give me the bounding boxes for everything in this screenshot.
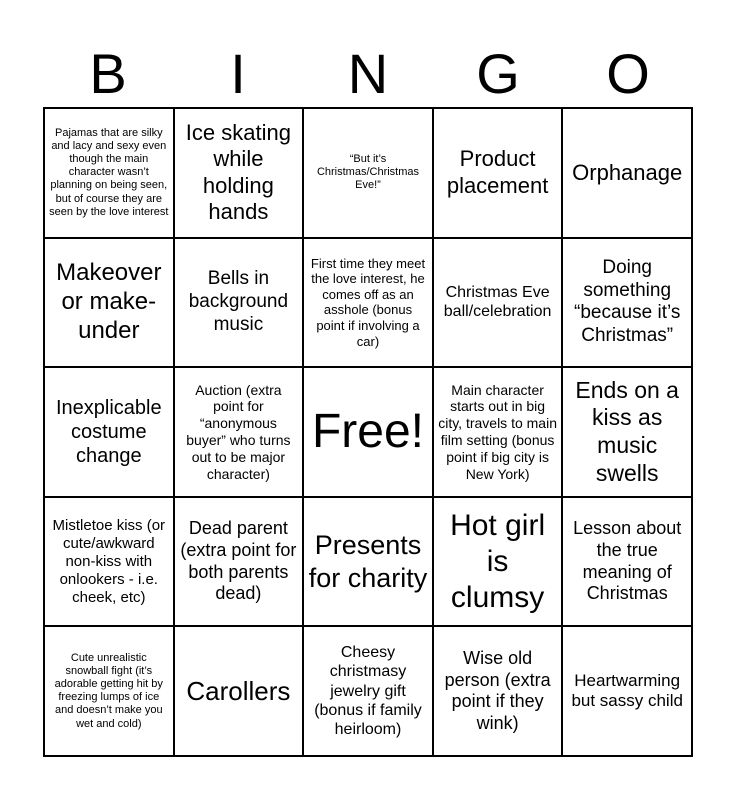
bingo-cell-text: Hot girl is clumsy <box>450 508 546 614</box>
bingo-cell[interactable] <box>174 626 304 756</box>
header-letter-o: O <box>606 42 650 105</box>
bingo-cell[interactable] <box>562 108 692 238</box>
bingo-cell-text: “But it’s Christmas/Christmas Eve!” <box>316 153 420 192</box>
bingo-cell[interactable] <box>174 238 304 368</box>
bingo-cell[interactable] <box>44 367 174 497</box>
bingo-cell-text: Wise old person (extra point if they wink) <box>444 648 551 733</box>
bingo-header <box>43 40 693 108</box>
bingo-cell[interactable] <box>174 497 304 627</box>
bingo-cell-text: Dead parent (extra point for both parents dead) <box>180 518 297 604</box>
bingo-cell-text: Mistletoe kiss (or cute/awkward non-kiss with onlookers - i.e. cheek, etc) <box>52 516 166 606</box>
bingo-cell-text: Cute unrealistic snowball fight (it’s adorable getting hit by freezing lumps of ice and doesn’t make you wet and cold) <box>54 651 163 730</box>
bingo-cell-text: Main character starts out in big city, travels to main film setting (bonus point if big city is New York) <box>438 381 557 482</box>
bingo-cell-text: Makeover or make-under <box>56 259 162 344</box>
bingo-cell-text: Auction (extra point for “anonymous buyer” who turns out to be major character) <box>186 381 291 482</box>
bingo-cell-text: Free! <box>311 405 424 459</box>
bingo-cell-text: Orphanage <box>572 159 683 185</box>
bingo-cell[interactable] <box>433 238 563 368</box>
bingo-grid <box>43 107 693 757</box>
bingo-cell-text: First time they meet the love interest, he comes off as an asshole (bonus point if involving a car) <box>310 255 426 349</box>
header-letter-g: G <box>476 42 520 105</box>
bingo-cell-text: Inexplicable costume change <box>55 396 162 467</box>
bingo-cell[interactable] <box>562 367 692 497</box>
bingo-cell[interactable] <box>433 497 563 627</box>
bingo-cell[interactable] <box>303 108 433 238</box>
bingo-cell-text: Doing something “because it’s Christmas” <box>574 256 681 347</box>
bingo-cell-text: Ice skating while holding hands <box>185 120 291 225</box>
bingo-cell[interactable] <box>433 626 563 756</box>
header-letter-b: B <box>89 42 127 105</box>
bingo-cell[interactable] <box>303 238 433 368</box>
bingo-cell[interactable] <box>303 367 433 497</box>
bingo-cell-text: Christmas Eve ball/celebration <box>443 284 552 321</box>
bingo-cell[interactable] <box>174 108 304 238</box>
bingo-cell[interactable] <box>562 497 692 627</box>
header-letter-i: I <box>230 42 246 105</box>
bingo-cell-text: Pajamas that are silky and lacy and sexy even though the main character wasn’t planning on being seen, but of course they are seen by the love interest <box>49 126 169 218</box>
bingo-cell-text: Bells in background music <box>188 268 289 335</box>
bingo-cell[interactable] <box>562 238 692 368</box>
bingo-cell[interactable] <box>562 626 692 756</box>
bingo-cell[interactable] <box>174 367 304 497</box>
bingo-cell-text: Cheesy christmasy jewelry gift (bonus if family heirloom) <box>314 644 422 738</box>
bingo-cell[interactable] <box>44 108 174 238</box>
bingo-cell-text: Presents for charity <box>308 530 428 593</box>
bingo-cell-text: Product placement <box>446 146 549 198</box>
bingo-cell-text: Ends on a kiss as music swells <box>575 376 679 486</box>
bingo-cell-text: Lesson about the true meaning of Christmas <box>573 518 682 604</box>
bingo-cell[interactable] <box>44 626 174 756</box>
bingo-cell[interactable] <box>44 238 174 368</box>
bingo-cell-text: Carollers <box>186 675 291 706</box>
bingo-cell[interactable] <box>303 497 433 627</box>
header-letter-n: N <box>347 42 389 105</box>
bingo-cell-text: Heartwarming but sassy child <box>571 670 683 711</box>
bingo-cell[interactable] <box>44 497 174 627</box>
bingo-cell[interactable] <box>303 626 433 756</box>
bingo-cell[interactable] <box>433 367 563 497</box>
bingo-cell[interactable] <box>433 108 563 238</box>
